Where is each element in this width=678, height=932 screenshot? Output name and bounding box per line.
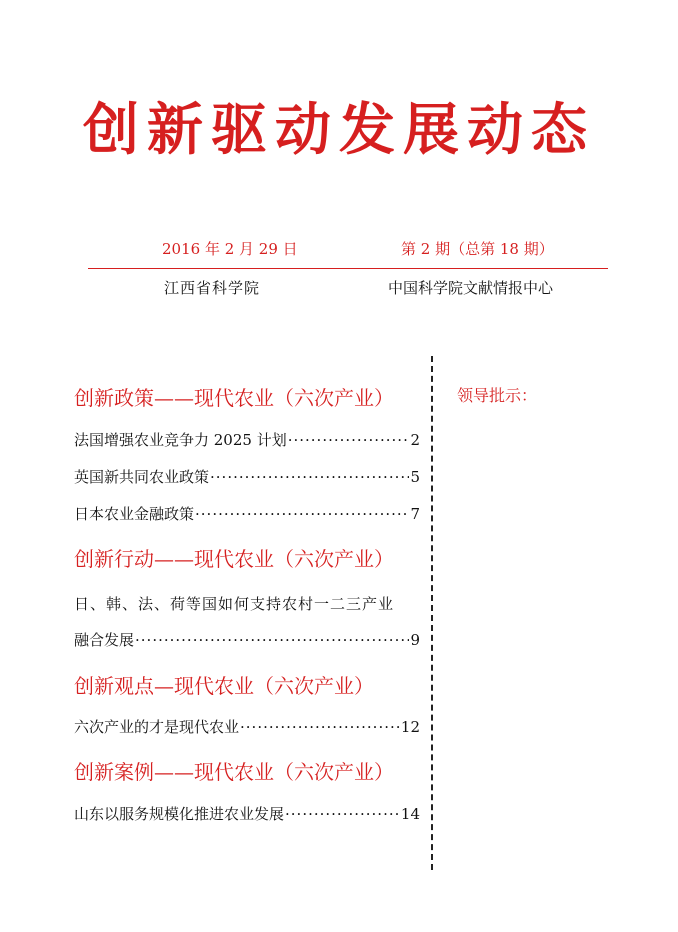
- toc-entry-title: 日本农业金融政策: [74, 505, 195, 523]
- toc-section-heading: 创新行动——现代农业（六次产业）: [74, 547, 394, 571]
- toc-leader-dots: [288, 431, 410, 449]
- toc-leader-dots: [135, 631, 409, 649]
- leader-comment-label: 领导批示：: [457, 386, 538, 405]
- header-divider: [88, 268, 608, 269]
- toc-entry[interactable]: [74, 629, 420, 650]
- toc-leader-dots: [240, 718, 400, 736]
- toc-entry-page: 7: [410, 505, 420, 523]
- toc-entry-title: 法国增强农业竞争力 2025 计划: [74, 431, 287, 449]
- toc-entry-title: 山东以服务规模化推进农业发展: [74, 805, 285, 823]
- toc-entry[interactable]: [74, 429, 420, 450]
- toc-entry[interactable]: [74, 466, 420, 487]
- toc-section-heading: 创新案例——现代农业（六次产业）: [74, 760, 394, 784]
- column-divider: [431, 356, 433, 870]
- toc-entry-page: 14: [400, 805, 420, 823]
- toc-entry-page: 9: [410, 631, 420, 649]
- toc-entry-title-line1[interactable]: 日、韩、法、荷等国如何支持农村一二三产业: [74, 595, 395, 613]
- toc-leader-dots: [210, 468, 409, 486]
- toc-entry[interactable]: [74, 503, 420, 524]
- toc-entry-title: 融合发展: [74, 631, 135, 649]
- toc-entry[interactable]: [74, 716, 420, 737]
- issue-date: 2016 年 2 月 29 日: [162, 240, 298, 258]
- toc-section-heading: 创新政策——现代农业（六次产业）: [74, 386, 394, 410]
- toc-entry[interactable]: [74, 803, 420, 824]
- issue-number: 第 2 期（总第 18 期）: [401, 240, 554, 258]
- toc-leader-dots: [195, 505, 409, 523]
- toc-entry-page: 5: [410, 468, 420, 486]
- toc-entry-page: 2: [410, 431, 420, 449]
- toc-leader-dots: [285, 805, 400, 823]
- publisher-left: 江西省科学院: [164, 279, 261, 297]
- masthead-title: 创新驱动发展动态: [83, 97, 595, 163]
- publisher-right: 中国科学院文献情报中心: [388, 279, 554, 297]
- toc-entry-page: 12: [400, 718, 420, 736]
- toc-entry-title: 英国新共同农业政策: [74, 468, 210, 486]
- toc-section-heading: 创新观点—现代农业（六次产业）: [74, 674, 374, 698]
- toc-entry-title: 六次产业的才是现代农业: [74, 718, 240, 736]
